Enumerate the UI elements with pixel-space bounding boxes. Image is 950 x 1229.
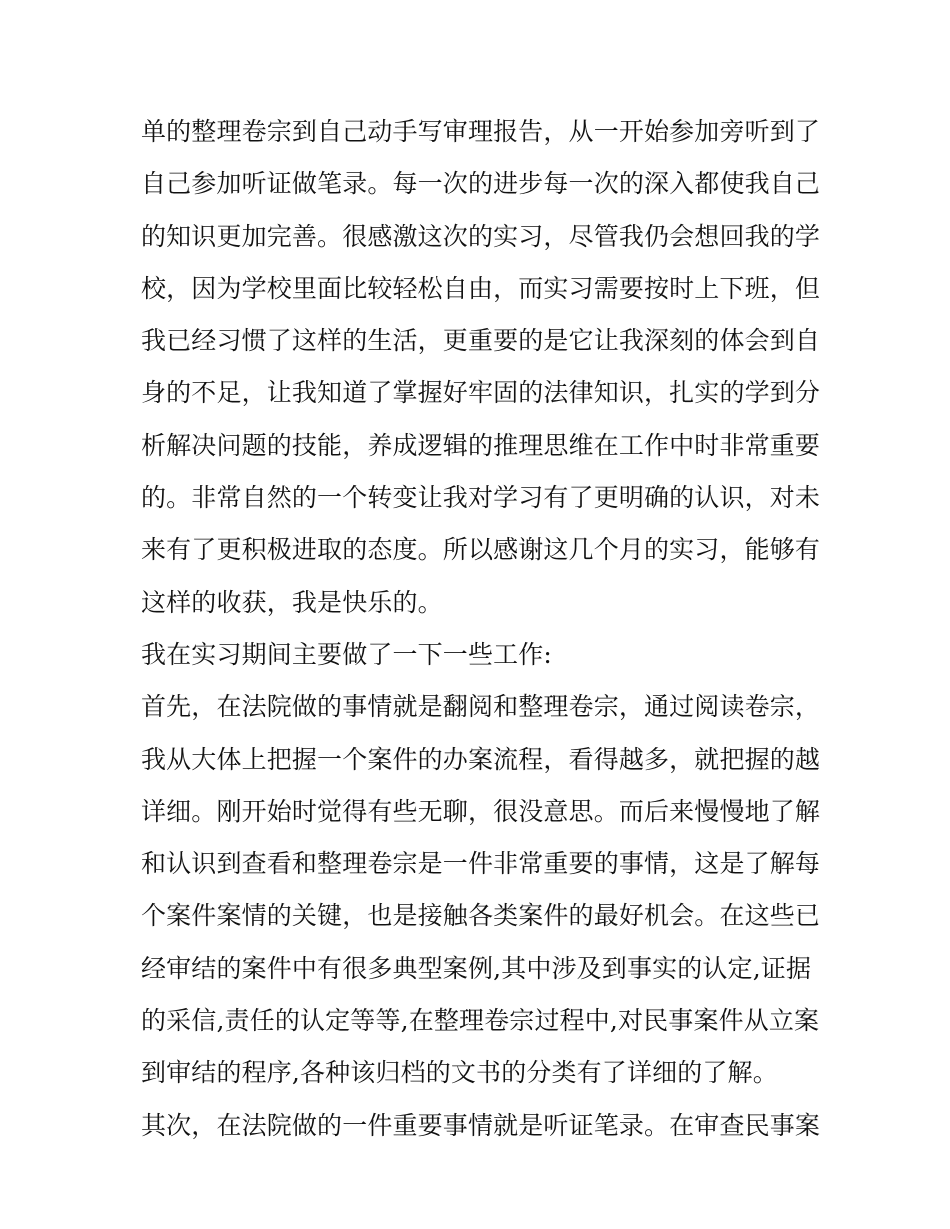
text-line-17: 经审结的案件中有很多典型案例,其中涉及到事实的认定,证据	[141, 953, 812, 983]
text-line-11: 我在实习期间主要做了一下一些工作:	[141, 639, 552, 669]
text-line-12: 首先，在法院做的事情就是翻阅和整理卷宗，通过阅读卷宗，	[141, 692, 821, 722]
text-line-4: 校，因为学校里面比较轻松自由，而实习需要按时上下班，但	[141, 273, 821, 303]
text-line-2: 自己参加听证做笔录。每一次的进步每一次的深入都使我自己	[141, 169, 821, 199]
text-line-13: 我从大体上把握一个案件的办案流程，看得越多，就把握的越	[141, 744, 821, 774]
text-line-16: 个案件案情的关键，也是接触各类案件的最好机会。在这些已	[141, 901, 821, 931]
text-line-10: 这样的收获，我是快乐的。	[141, 587, 443, 617]
text-line-9: 来有了更积极进取的态度。所以感谢这几个月的实习，能够有	[141, 535, 821, 565]
text-line-5: 我已经习惯了这样的生活，更重要的是它让我深刻的体会到自	[141, 326, 821, 356]
text-line-7: 析解决问题的技能，养成逻辑的推理思维在工作中时非常重要	[141, 430, 821, 460]
body-text	[141, 106, 821, 1152]
text-line-6: 身的不足，让我知道了掌握好牢固的法律知识，扎实的学到分	[141, 378, 821, 408]
text-line-19: 到审结的程序,各种该归档的文书的分类有了详细的了解。	[141, 1058, 778, 1088]
text-line-3: 的知识更加完善。很感激这次的实习，尽管我仍会想回我的学	[141, 221, 821, 251]
text-line-1: 单的整理卷宗到自己动手写审理报告，从一开始参加旁听到了	[141, 117, 821, 146]
text-line-8: 的。非常自然的一个转变让我对学习有了更明确的认识，对未	[141, 483, 821, 513]
text-line-14: 详细。刚开始时觉得有些无聊，很没意思。而后来慢慢地了解	[141, 796, 821, 826]
text-line-18: 的采信,责任的认定等等,在整理卷宗过程中,对民事案件从立案	[141, 1006, 820, 1036]
text-line-15: 和认识到查看和整理卷宗是一件非常重要的事情，这是了解每	[141, 849, 821, 879]
text-line-20: 其次，在法院做的一件重要事情就是听证笔录。在审查民事案	[141, 1110, 821, 1140]
